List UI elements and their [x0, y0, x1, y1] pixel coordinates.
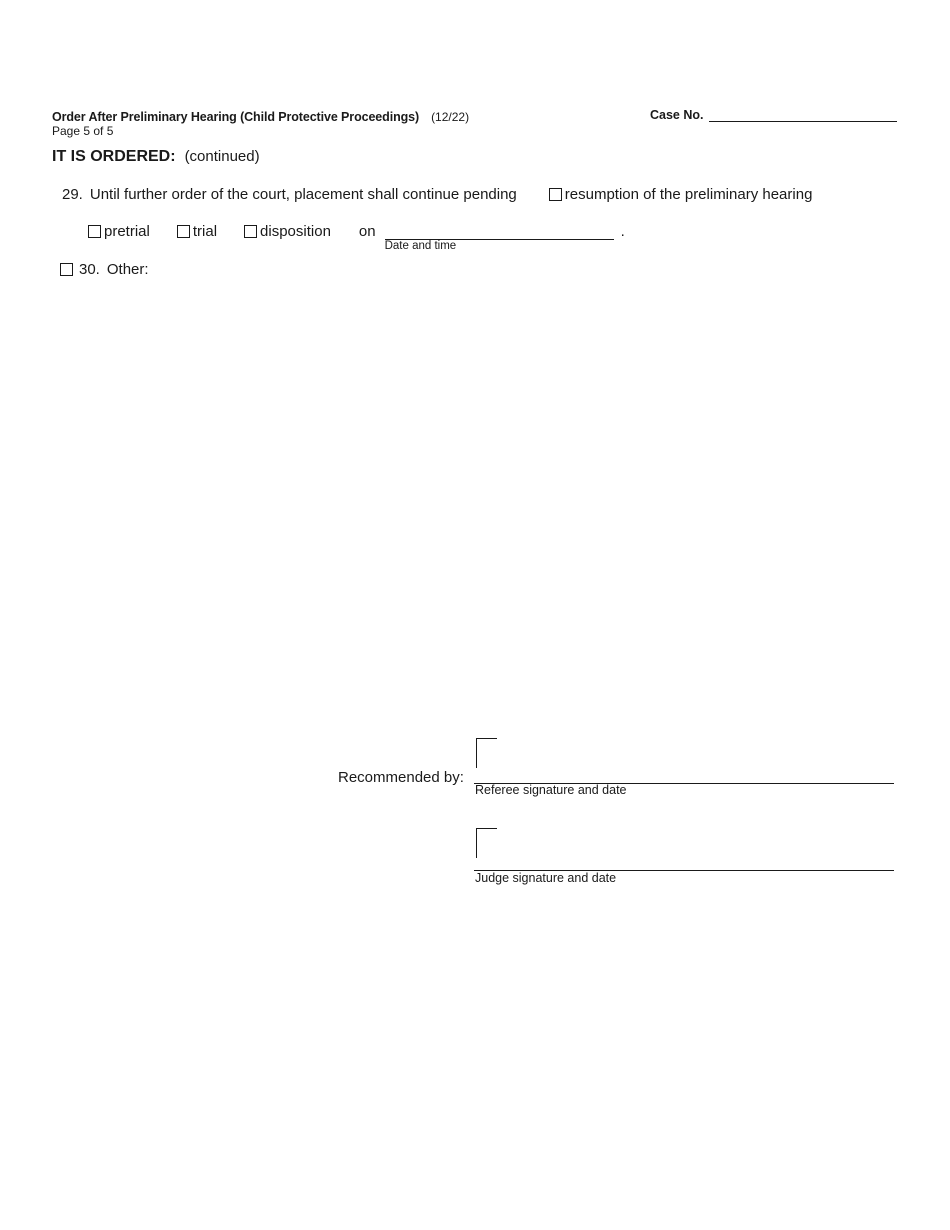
it-is-ordered-heading [52, 148, 260, 166]
item-29-resumption-label: resumption of the preliminary hearing [564, 186, 813, 203]
case-number-label: Case No. [650, 108, 704, 122]
checkbox-resumption-of-preliminary-hearing[interactable] [549, 188, 562, 201]
it-is-ordered-label: IT IS ORDERED: [52, 148, 176, 165]
item-29-lead-text: Until further order of the court, placement shall continue pending [89, 186, 517, 203]
checkbox-pretrial[interactable] [88, 225, 101, 238]
checkbox-label-trial: trial [192, 223, 218, 240]
checkbox-other[interactable] [60, 263, 73, 276]
form-header [52, 108, 469, 126]
item-29-row-primary [62, 186, 812, 203]
on-label: on [358, 223, 376, 240]
checkbox-disposition[interactable] [244, 225, 257, 238]
item-30-label: Other: [106, 261, 149, 278]
checkbox-label-pretrial: pretrial [104, 223, 150, 240]
item-30-number: 30. [79, 261, 100, 278]
case-number-input[interactable] [709, 108, 897, 122]
item-30-row [60, 261, 149, 278]
date-and-time-field [384, 223, 614, 252]
form-revision-date: (12/22) [431, 110, 470, 124]
checkbox-trial[interactable] [177, 225, 190, 238]
checkbox-label-disposition: disposition [260, 223, 331, 240]
recommended-by-label: Recommended by: [338, 769, 464, 786]
item-29-row-options [88, 223, 625, 252]
item-29-period: . [620, 223, 625, 240]
judge-signature-caption: Judge signature and date [475, 871, 617, 885]
it-is-ordered-continued-note: (continued) [184, 148, 260, 165]
date-and-time-caption: Date and time [384, 240, 457, 252]
form-title: Order After Preliminary Hearing (Child Protective Proceedings) [52, 110, 420, 124]
judge-signature-corner-bracket-icon [476, 828, 497, 858]
page-number: Page 5 of 5 [52, 124, 114, 138]
case-number-block [650, 108, 897, 122]
referee-signature-caption: Referee signature and date [475, 783, 627, 797]
referee-signature-corner-bracket-icon [476, 738, 497, 768]
item-29-number: 29. [62, 186, 83, 203]
